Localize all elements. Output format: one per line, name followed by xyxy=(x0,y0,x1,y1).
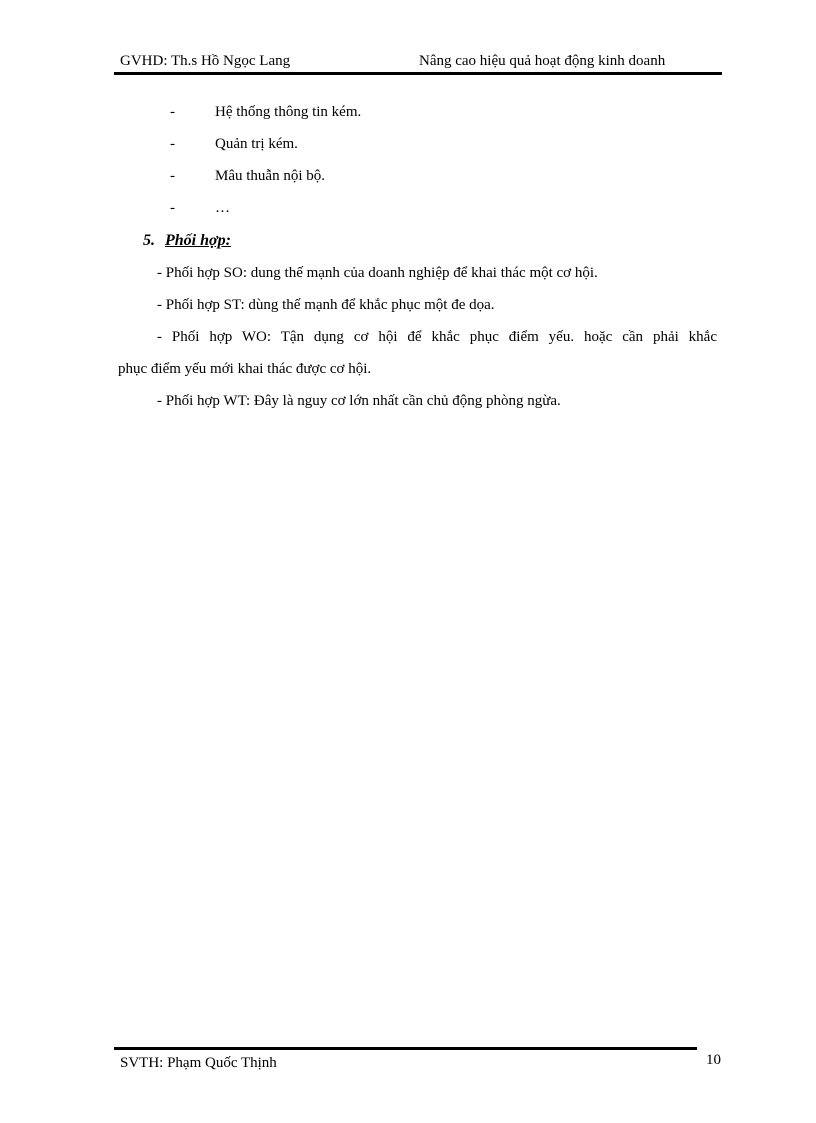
paragraph-so: - Phối hợp SO: dung thế mạnh của doanh nghiệp để khai thác một cơ hội. xyxy=(157,265,598,281)
paragraph-wo-continued: phục điểm yếu mới khai thác được cơ hội. xyxy=(118,361,372,377)
bullet-item: Mâu thuẫn nội bộ. xyxy=(215,168,325,184)
header-divider xyxy=(114,72,722,75)
bullet-dash: - xyxy=(170,200,175,216)
paragraph-wo: - Phối hợp WO: Tận dụng cơ hội để khắc phục điểm yếu. hoặc cần phải khắc xyxy=(157,329,717,345)
paragraph-wt: - Phối hợp WT: Đây là nguy cơ lớn nhất cần chủ động phòng ngừa. xyxy=(157,393,561,409)
bullet-item: … xyxy=(215,200,230,216)
header-instructor: GVHD: Th.s Hồ Ngọc Lang xyxy=(120,53,291,69)
bullet-item: Hệ thống thông tin kém. xyxy=(215,104,362,120)
bullet-dash: - xyxy=(170,168,175,184)
bullet-dash: - xyxy=(170,136,175,152)
footer-divider xyxy=(114,1047,697,1050)
section-number: 5. xyxy=(143,232,155,249)
page-number: 10 xyxy=(706,1052,721,1068)
bullet-dash: - xyxy=(170,104,175,120)
bullet-item: Quản trị kém. xyxy=(215,136,298,152)
section-title: Phối hợp: xyxy=(165,232,231,249)
section-heading xyxy=(143,232,231,250)
header-title: Nâng cao hiệu quả hoạt động kinh doanh xyxy=(419,53,666,69)
paragraph-st: - Phối hợp ST: dùng thế mạnh để khắc phục một đe dọa. xyxy=(157,297,495,313)
footer-student: SVTH: Phạm Quốc Thịnh xyxy=(120,1055,277,1071)
